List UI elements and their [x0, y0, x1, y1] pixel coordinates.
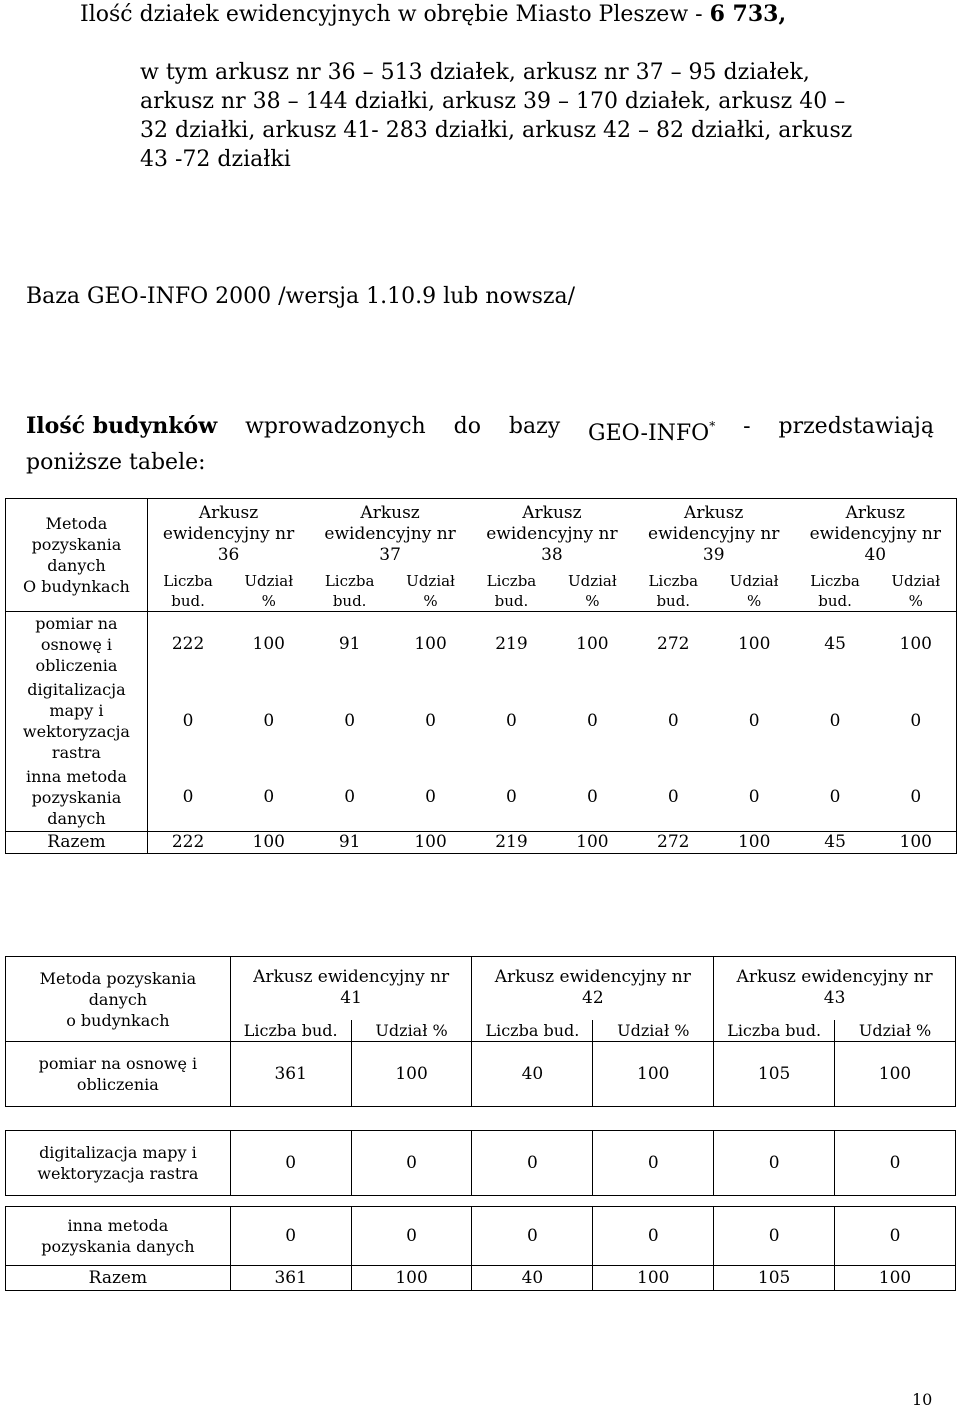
table-row	[6, 1207, 956, 1266]
table-row	[6, 677, 957, 765]
buildings-table-sheets-36-40	[5, 498, 957, 854]
value-cell: 100	[390, 831, 471, 853]
value-cell: 0	[230, 1207, 351, 1266]
value-cell: 100	[876, 831, 957, 853]
value-cell: 0	[263, 710, 275, 731]
value-cell: 40	[472, 1266, 593, 1291]
value-cell: 40	[472, 1042, 593, 1107]
value-cell: 272	[633, 831, 714, 853]
value-cell: 100	[252, 633, 285, 654]
count-subheader: Liczba bud.	[795, 571, 876, 612]
count-subheader: Liczba bud.	[472, 1020, 593, 1042]
table-row	[6, 765, 957, 831]
sheet-header-42: Arkusz ewidencyjny nr 42	[472, 957, 714, 1020]
value-cell: 100	[714, 831, 795, 853]
value-cell: 100	[835, 1042, 956, 1107]
table-spacer-row	[6, 1107, 956, 1131]
value-cell: 105	[714, 1266, 835, 1291]
sheet-header-41: Arkusz ewidencyjny nr 41	[230, 957, 472, 1020]
spacer-cell	[6, 1196, 956, 1207]
count-subheader: Liczba bud.	[230, 1020, 351, 1042]
table-row	[6, 1042, 956, 1107]
method-label: inna metoda pozyskania danych	[6, 765, 148, 831]
value-cell: 0	[835, 1131, 956, 1196]
heading-word: wprowadzonych	[245, 414, 426, 439]
parcel-breakdown-line: 32 działki, arkusz 41- 283 działki, arkusz 42 – 82 działki, arkusz	[140, 118, 853, 143]
value-cell: 272	[657, 633, 690, 654]
value-cell: 361	[230, 1266, 351, 1291]
value-cell: 100	[835, 1266, 956, 1291]
value-cell: 0	[351, 1207, 472, 1266]
count-subheader: Liczba bud.	[714, 1020, 835, 1042]
parcel-count-line	[80, 0, 786, 29]
method-label: digitalizacja mapy i wektoryzacja rastra	[6, 1131, 231, 1196]
value-cell: 222	[147, 831, 228, 853]
sheet-header-37: Arkusz ewidencyjny nr 37	[324, 503, 456, 566]
value-cell: 0	[263, 787, 275, 808]
share-subheader: Udział %	[714, 571, 795, 612]
value-cell: 0	[910, 710, 922, 731]
value-cell: 0	[351, 1131, 472, 1196]
value-cell: 100	[552, 831, 633, 853]
value-cell: 105	[714, 1042, 835, 1107]
value-cell: 0	[230, 1131, 351, 1196]
value-cell: 219	[471, 831, 552, 853]
sheet-header-39: Arkusz ewidencyjny nr 39	[648, 503, 780, 566]
table-header-row	[6, 957, 956, 1020]
heading-word: bazy	[508, 414, 561, 439]
method-label: digitalizacja mapy i wektoryzacja rastra	[6, 677, 148, 765]
share-subheader: Udział %	[593, 1020, 714, 1042]
value-cell: 0	[829, 710, 841, 731]
parcel-breakdown-line: arkusz nr 38 – 144 działki, arkusz 39 – 170 działek, arkusz 40 –	[140, 89, 846, 114]
value-cell: 91	[338, 633, 361, 654]
value-cell: 100	[228, 831, 309, 853]
parcel-count-value: 6 733,	[709, 1, 787, 27]
value-cell: 100	[351, 1042, 472, 1107]
value-cell: 0	[586, 710, 598, 731]
parcel-count-text: Ilość działek ewidencyjnych w obrębie Miasto Pleszew -	[80, 2, 710, 27]
method-header-cell: Metoda pozyskania danych o budynkach	[6, 957, 231, 1042]
value-cell: 0	[748, 710, 760, 731]
value-cell: 100	[899, 633, 932, 654]
value-cell: 100	[593, 1042, 714, 1107]
value-cell: 0	[506, 787, 517, 808]
sheet-header-43: Arkusz ewidencyjny nr 43	[714, 957, 956, 1020]
value-cell: 0	[835, 1207, 956, 1266]
count-subheader: Liczba bud.	[147, 571, 228, 612]
footnote-marker: *	[709, 419, 716, 433]
count-subheader: Liczba bud.	[471, 571, 552, 612]
share-subheader: Udział %	[876, 571, 957, 612]
value-cell: 100	[593, 1266, 714, 1291]
count-subheader: Liczba bud.	[633, 571, 714, 612]
value-cell: 45	[824, 633, 846, 654]
value-cell: 0	[667, 710, 679, 731]
buildings-table-sheets-41-43	[5, 956, 956, 1291]
value-cell: 0	[472, 1131, 593, 1196]
method-label: inna metoda pozyskania danych	[6, 1207, 231, 1266]
buildings-heading-line	[26, 412, 934, 448]
database-version-text: Baza GEO-INFO 2000 /wersja 1.10.9 lub nowsza/	[26, 284, 576, 309]
heading-word: do	[453, 414, 481, 439]
value-cell: 0	[829, 787, 841, 808]
value-cell: 0	[425, 710, 436, 731]
buildings-heading	[26, 412, 934, 477]
share-subheader: Udział %	[552, 571, 633, 612]
value-cell: 0	[667, 787, 679, 808]
table-total-row	[6, 1266, 956, 1291]
heading-word: przedstawiają	[778, 414, 934, 439]
share-subheader: Udział %	[835, 1020, 956, 1042]
heading-word: GEO-INFO*	[588, 419, 716, 446]
method-header-cell: Metoda pozyskania danych O budynkach	[6, 499, 148, 612]
value-cell: 100	[576, 633, 609, 654]
share-subheader: Udział %	[228, 571, 309, 612]
count-subheader: Liczba bud.	[309, 571, 390, 612]
value-cell: 45	[795, 831, 876, 853]
value-cell: 361	[230, 1042, 351, 1107]
value-cell: 0	[593, 1131, 714, 1196]
method-label: pomiar na osnowę i obliczenia	[6, 1042, 231, 1107]
value-cell: 100	[351, 1266, 472, 1291]
parcel-breakdown-line: 43 -72 działki	[140, 147, 291, 172]
value-cell: 91	[309, 831, 390, 853]
table-row	[6, 611, 957, 677]
page-number: 10	[912, 1390, 933, 1409]
share-subheader: Udział %	[351, 1020, 472, 1042]
value-cell: 0	[910, 787, 922, 808]
sheet-header-40: Arkusz ewidencyjny nr 40	[809, 503, 941, 566]
value-cell: 0	[344, 710, 356, 731]
spacer-cell	[6, 1107, 956, 1131]
value-cell: 0	[714, 1131, 835, 1196]
value-cell: 219	[495, 633, 528, 654]
method-label: pomiar na osnowę i obliczenia	[6, 611, 148, 677]
table-row	[6, 1131, 956, 1196]
table-subheader-row	[6, 571, 957, 612]
heading-word: -	[743, 414, 751, 439]
value-cell: 0	[586, 787, 598, 808]
table-header-row	[6, 499, 957, 571]
parcel-breakdown	[140, 58, 852, 174]
value-cell: 0	[506, 710, 517, 731]
share-subheader: Udział %	[390, 571, 471, 612]
value-cell: 0	[182, 787, 194, 808]
buildings-heading-line2: poniższe tabele:	[26, 450, 206, 475]
table-spacer-row	[6, 1196, 956, 1207]
value-cell: 0	[425, 787, 436, 808]
value-cell: 0	[344, 787, 356, 808]
value-cell: 222	[171, 633, 205, 654]
value-cell: 0	[714, 1207, 835, 1266]
table-total-row	[6, 831, 957, 853]
total-label: Razem	[6, 831, 148, 853]
value-cell: 100	[737, 633, 771, 654]
value-cell: 0	[593, 1207, 714, 1266]
sheet-header-38: Arkusz ewidencyjny nr 38	[486, 503, 618, 566]
heading-bold: Ilość budynków	[26, 413, 218, 439]
value-cell: 100	[414, 633, 447, 654]
value-cell: 0	[182, 710, 194, 731]
total-label: Razem	[6, 1266, 231, 1291]
sheet-header-36: Arkusz ewidencyjny nr 36	[162, 503, 295, 566]
value-cell: 0	[748, 787, 760, 808]
value-cell: 0	[472, 1207, 593, 1266]
parcel-breakdown-line: w tym arkusz nr 36 – 513 działek, arkusz nr 37 – 95 działek,	[140, 60, 810, 85]
